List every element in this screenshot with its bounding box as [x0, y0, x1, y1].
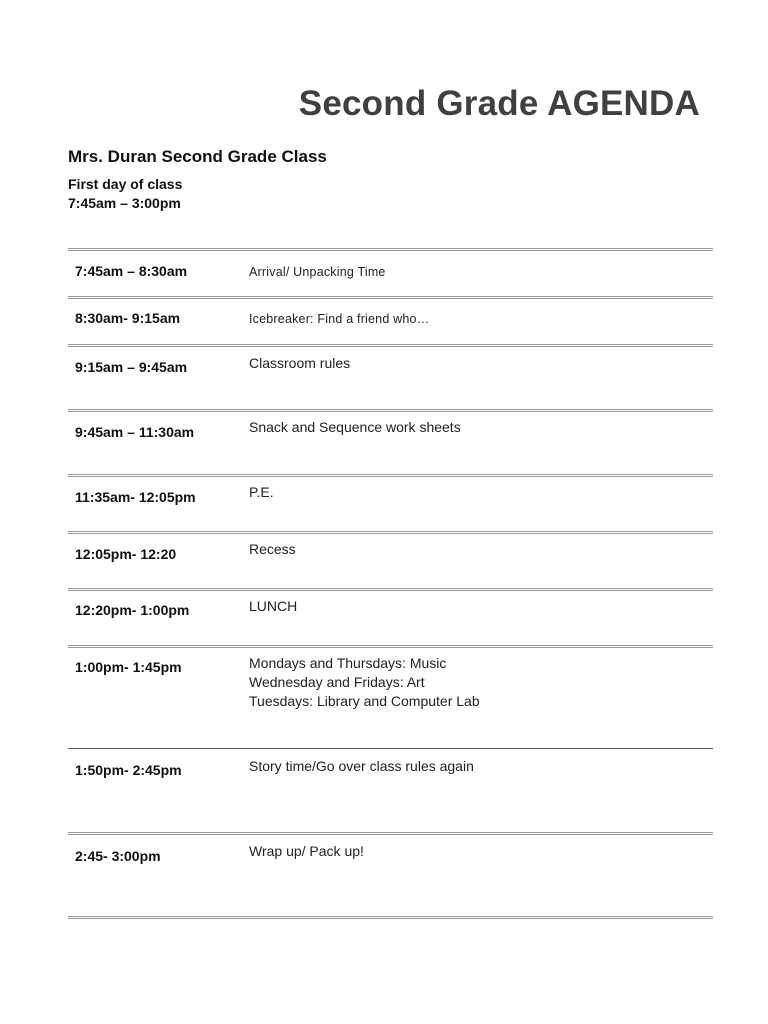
day-label: First day of class: [68, 176, 183, 192]
activity-line: Recess: [249, 541, 296, 557]
agenda-time: 9:15am – 9:45am: [75, 359, 188, 375]
agenda-time: 1:00pm- 1:45pm: [75, 659, 182, 675]
activity-line: Snack and Sequence work sheets: [249, 419, 461, 435]
agenda-row: [68, 409, 713, 474]
agenda-activity: [249, 483, 274, 502]
agenda-time: 7:45am – 8:30am: [75, 263, 188, 279]
agenda-time: 1:50pm- 2:45pm: [75, 762, 182, 778]
activity-line: P.E.: [249, 484, 274, 500]
activity-line: Wednesday and Fridays: Art: [249, 674, 425, 690]
agenda-table: [68, 248, 713, 919]
page-title: Second Grade AGENDA: [298, 84, 700, 123]
activity-line: Classroom rules: [249, 355, 351, 371]
agenda-row: [68, 588, 713, 645]
activity-line: Mondays and Thursdays: Music: [249, 655, 447, 671]
agenda-activity: [249, 757, 474, 776]
agenda-time: 8:30am- 9:15am: [75, 310, 181, 326]
activity-line: Wrap up/ Pack up!: [249, 843, 364, 859]
agenda-activity: [249, 418, 461, 437]
agenda-row: [68, 474, 713, 531]
agenda-activity: [249, 263, 386, 282]
agenda-row: [68, 344, 713, 409]
agenda-time: 12:20pm- 1:00pm: [75, 602, 190, 618]
activity-line: Tuesdays: Library and Computer Lab: [249, 693, 480, 709]
agenda-time: 9:45am – 11:30am: [75, 424, 195, 440]
day-hours: 7:45am – 3:00pm: [68, 195, 181, 211]
agenda-row: [68, 531, 713, 588]
activity-line: Story time/Go over class rules again: [249, 758, 474, 774]
activity-line: Arrival/ Unpacking Time: [249, 265, 386, 279]
agenda-activity: [249, 842, 364, 861]
activity-line: LUNCH: [249, 598, 298, 614]
activity-line: Icebreaker: Find a friend who…: [249, 312, 430, 326]
agenda-row: [68, 248, 713, 296]
agenda-time: 2:45- 3:00pm: [75, 848, 161, 864]
agenda-time: 11:35am- 12:05pm: [75, 489, 196, 505]
agenda-row: [68, 645, 713, 748]
agenda-row: [68, 832, 713, 919]
agenda-activity: [249, 354, 350, 373]
class-name-heading: Mrs. Duran Second Grade Class: [68, 147, 327, 166]
agenda-activity: [249, 310, 429, 329]
agenda-activity: [249, 654, 480, 711]
agenda-row: [68, 748, 713, 832]
agenda-row: [68, 296, 713, 344]
agenda-activity: [249, 597, 297, 616]
agenda-activity: [249, 540, 296, 559]
agenda-time: 12:05pm- 12:20: [75, 546, 177, 562]
